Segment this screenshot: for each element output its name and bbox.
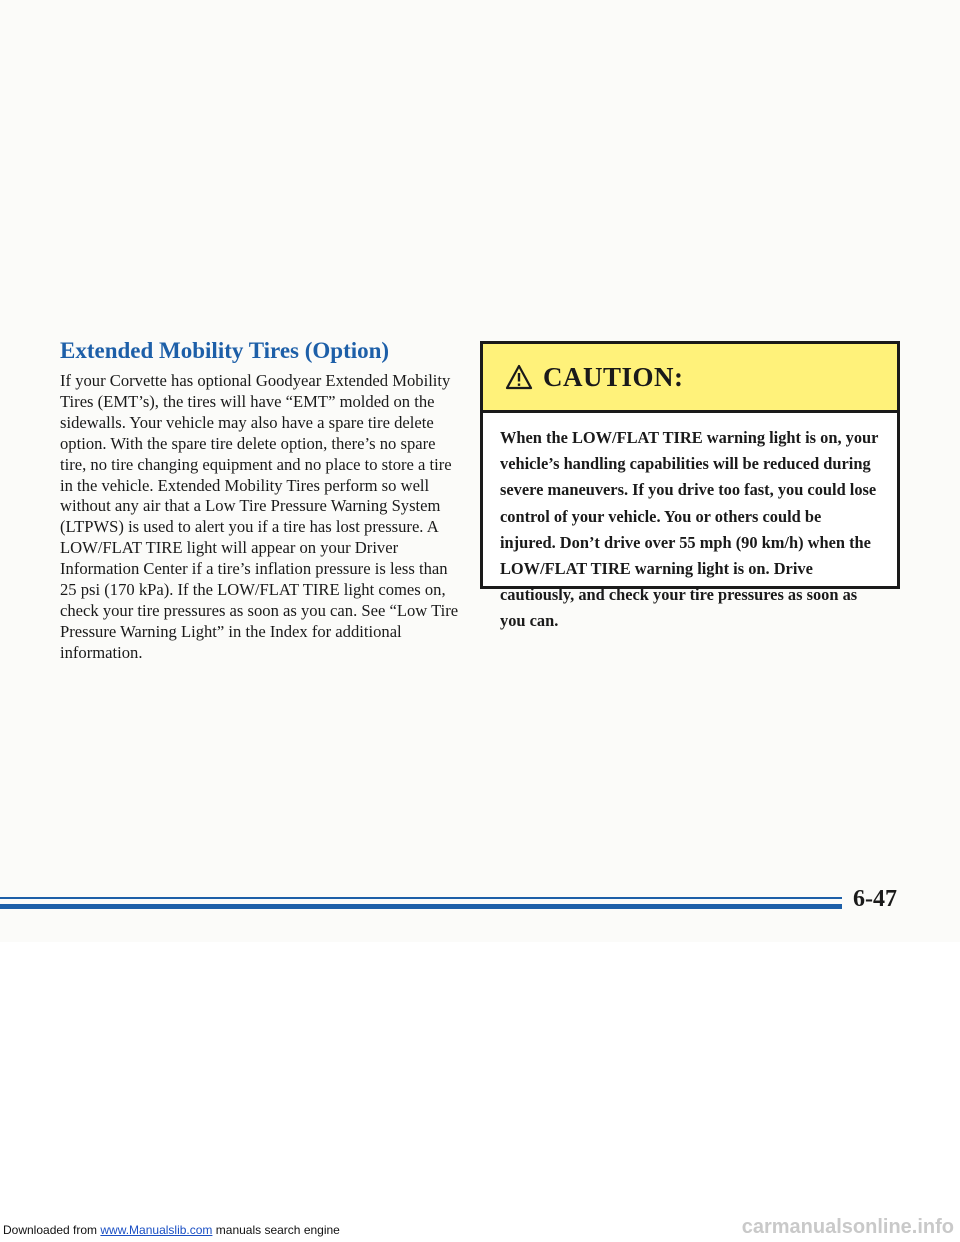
caution-header	[483, 344, 897, 413]
caution-box	[480, 341, 900, 631]
warning-triangle-icon	[505, 364, 533, 390]
section-title: Extended Mobility Tires (Option)	[60, 338, 390, 363]
caution-label: CAUTION:	[543, 361, 684, 392]
footer-rule-thin	[0, 897, 842, 899]
download-footer-suffix: manuals search engine	[212, 1223, 340, 1237]
page-number: 6-47	[853, 886, 897, 912]
download-footer	[3, 1223, 340, 1237]
section-body-text: If your Corvette has optional Goodyear Extended Mobility Tires (EMT’s), the tires will have “EMT” molded on the sidewalls. Your vehicle may also have a spare tire delete option. With the spare tire delete option, there’s no spare tire, no tire changing equipment and no place to store a tire in the vehicle. Extended Mobility Tires perform so well without any air that a Low Tire Pressure Warning System (LTPWS) is used to alert you if a tire has lost pressure. A LOW/FLAT TIRE light will appear on your Driver Information Center if a tire’s inflation pressure is less than 25 psi (170 kPa). If the LOW/FLAT TIRE light comes on, check your tire pressures as soon as you can. See “Low Tire Pressure Warning Light” in the Index for additional information.	[60, 371, 459, 662]
caution-text: When the LOW/FLAT TIRE warning light is on, your vehicle’s handling capabilities will be reduced during severe maneuvers. If you drive too fast, you could lose control of your vehicle. You or others could be injured. Don’t drive over 55 mph (90 km/h) when the LOW/FLAT TIRE warning light is on. Drive cautiously, and check your tire pressures as soon as you can.	[500, 428, 879, 631]
footer-rule-thick	[0, 904, 842, 909]
download-footer-prefix: Downloaded from	[3, 1223, 101, 1237]
watermark: carmanualsonline.info	[741, 1216, 954, 1238]
manualslib-link[interactable]: www.Manualslib.com	[100, 1223, 213, 1237]
